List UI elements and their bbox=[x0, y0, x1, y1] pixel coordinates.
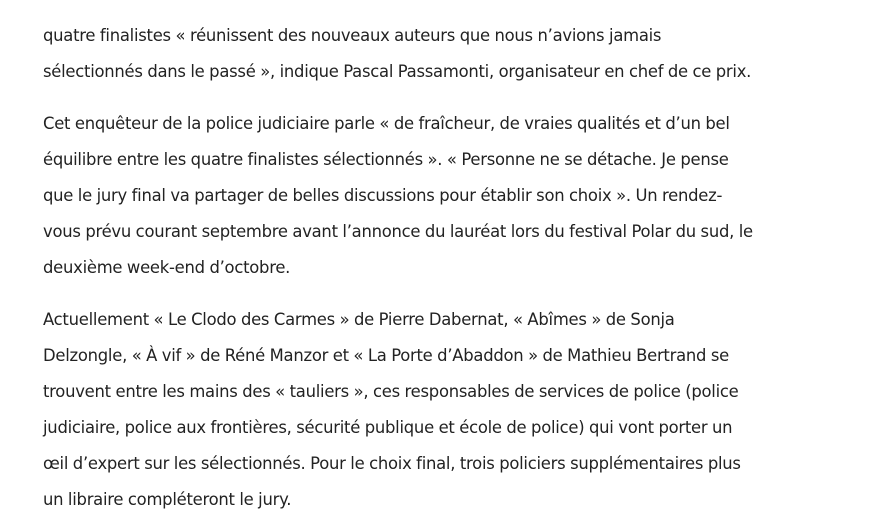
paragraph-line: sélectionnés dans le passé », indique Pascal Passamonti, organisateur en chef de ce prix. bbox=[43, 62, 752, 81]
paragraph-line: deuxième week-end d’octobre. bbox=[43, 258, 291, 277]
paragraph-2 bbox=[43, 106, 843, 286]
paragraph-3 bbox=[43, 302, 843, 518]
paragraph-line: équilibre entre les quatre finalistes sélectionnés ». « Personne ne se détache. Je pense bbox=[43, 150, 729, 169]
paragraph-line: judiciaire, police aux frontières, sécurité publique et école de police) qui vont porter un bbox=[43, 418, 733, 437]
paragraph-1 bbox=[43, 18, 843, 90]
paragraph-line: que le jury final va partager de belles discussions pour établir son choix ». Un rendez- bbox=[43, 186, 723, 205]
paragraph-line: trouvent entre les mains des « tauliers », ces responsables de services de police (police bbox=[43, 382, 739, 401]
paragraph-line: Actuellement « Le Clodo des Carmes » de Pierre Dabernat, « Abîmes » de Sonja bbox=[43, 310, 675, 329]
paragraph-line: quatre finalistes « réunissent des nouveaux auteurs que nous n’avions jamais bbox=[43, 26, 662, 45]
paragraph-line: un libraire compléteront le jury. bbox=[43, 490, 292, 509]
paragraph-line: œil d’expert sur les sélectionnés. Pour le choix final, trois policiers supplémentaires plus bbox=[43, 454, 741, 473]
article-body bbox=[43, 18, 843, 518]
paragraph-line: Cet enquêteur de la police judiciaire parle « de fraîcheur, de vraies qualités et d’un bel bbox=[43, 114, 730, 133]
paragraph-line: vous prévu courant septembre avant l’annonce du lauréat lors du festival Polar du sud, le bbox=[43, 222, 753, 241]
paragraph-line: Delzongle, « À vif » de Réné Manzor et « La Porte d’Abaddon » de Mathieu Bertrand se bbox=[43, 346, 729, 365]
